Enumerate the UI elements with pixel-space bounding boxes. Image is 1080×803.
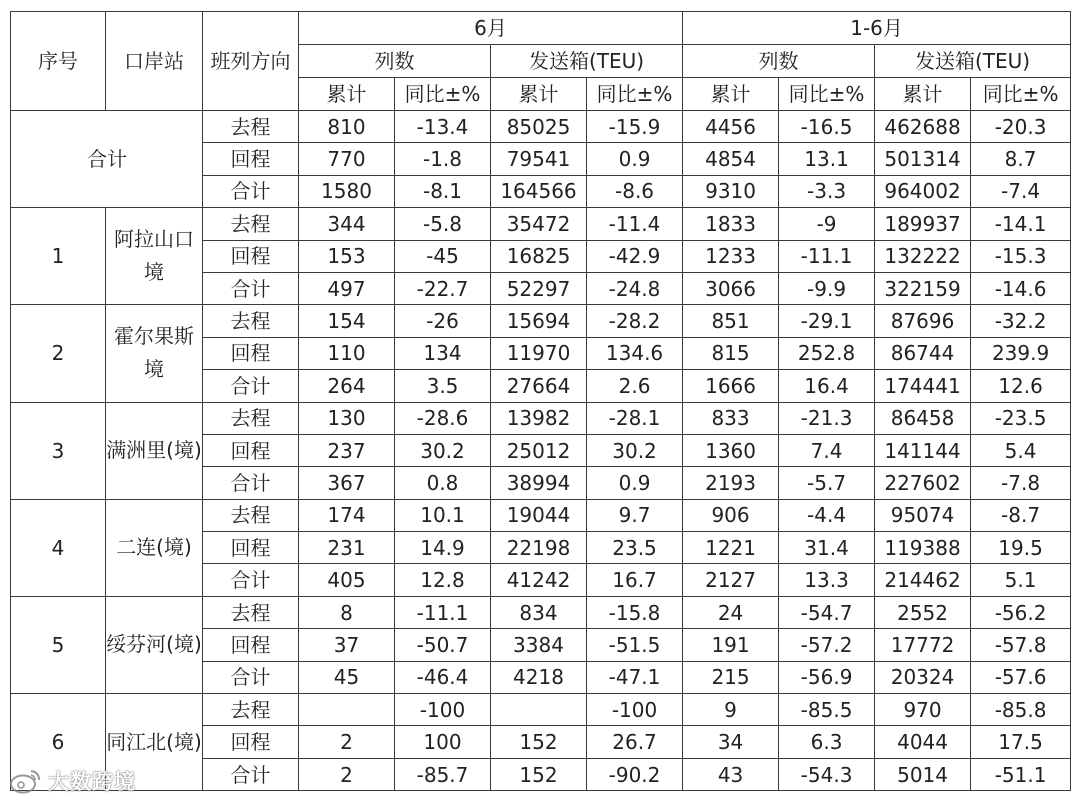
june-teu-yoy: -15.9 — [587, 111, 683, 143]
june-trains-yoy: -46.4 — [395, 661, 491, 693]
h1-trains-yoy: -54.7 — [779, 596, 875, 628]
h1-trains-yoy: -21.3 — [779, 402, 875, 434]
h1-trains-yoy: -11.1 — [779, 240, 875, 272]
june-teu-cum: 152 — [491, 758, 587, 790]
header-june-teu: 发送箱(TEU) — [491, 45, 683, 78]
june-teu-cum: 41242 — [491, 564, 587, 596]
h1-trains-cum: 215 — [683, 661, 779, 693]
port-train-statistics-table — [10, 11, 1071, 791]
h1-teu-cum: 501314 — [875, 143, 971, 175]
h1-teu-cum: 322159 — [875, 272, 971, 304]
h1-trains-cum: 9310 — [683, 175, 779, 207]
h1-teu-yoy: -8.7 — [971, 499, 1071, 531]
h1-trains-cum: 1221 — [683, 532, 779, 564]
header-h1-trains: 列数 — [683, 45, 875, 78]
h1-trains-cum: 24 — [683, 596, 779, 628]
direction-cell: 去程 — [203, 305, 299, 337]
h1-teu-yoy: -85.8 — [971, 694, 1071, 726]
row-seq-number: 6 — [11, 694, 106, 791]
h1-trains-yoy: -4.4 — [779, 499, 875, 531]
june-trains-cum: 264 — [299, 370, 395, 402]
june-teu-yoy: -24.8 — [587, 272, 683, 304]
h1-trains-yoy: -57.2 — [779, 629, 875, 661]
h1-teu-yoy: -51.1 — [971, 758, 1071, 790]
june-teu-cum: 19044 — [491, 499, 587, 531]
june-teu-yoy: -15.8 — [587, 596, 683, 628]
header-h1-trains-cum: 累计 — [683, 78, 779, 111]
header-june: 6月 — [299, 12, 683, 45]
h1-teu-yoy: 5.1 — [971, 564, 1071, 596]
june-trains-cum: 37 — [299, 629, 395, 661]
h1-trains-cum: 1666 — [683, 370, 779, 402]
direction-cell: 回程 — [203, 337, 299, 369]
h1-trains-yoy: 31.4 — [779, 532, 875, 564]
june-trains-cum: 1580 — [299, 175, 395, 207]
june-teu-yoy: -28.2 — [587, 305, 683, 337]
h1-trains-yoy: -3.3 — [779, 175, 875, 207]
june-trains-cum: 2 — [299, 758, 395, 790]
june-teu-yoy: 30.2 — [587, 434, 683, 466]
june-trains-yoy: -22.7 — [395, 272, 491, 304]
june-trains-cum: 237 — [299, 434, 395, 466]
june-trains-cum: 110 — [299, 337, 395, 369]
june-trains-yoy: -8.1 — [395, 175, 491, 207]
port-station-name: 绥芬河(境) — [106, 596, 203, 693]
june-teu-yoy: -47.1 — [587, 661, 683, 693]
h1-trains-cum: 2193 — [683, 467, 779, 499]
june-teu-cum — [491, 694, 587, 726]
june-teu-yoy: -51.5 — [587, 629, 683, 661]
header-h1-teu-yoy: 同比±% — [971, 78, 1071, 111]
h1-trains-yoy: 6.3 — [779, 726, 875, 758]
h1-trains-yoy: 13.1 — [779, 143, 875, 175]
june-teu-yoy: 9.7 — [587, 499, 683, 531]
h1-teu-yoy: -7.8 — [971, 467, 1071, 499]
h1-teu-yoy: -32.2 — [971, 305, 1071, 337]
june-trains-cum: 497 — [299, 272, 395, 304]
table-row — [11, 111, 1071, 143]
direction-cell: 回程 — [203, 434, 299, 466]
h1-trains-cum: 34 — [683, 726, 779, 758]
header-seq: 序号 — [11, 12, 106, 111]
h1-trains-cum: 1833 — [683, 208, 779, 240]
h1-teu-cum: 87696 — [875, 305, 971, 337]
h1-teu-cum: 2552 — [875, 596, 971, 628]
h1-teu-cum: 86744 — [875, 337, 971, 369]
header-june-trains-cum: 累计 — [299, 78, 395, 111]
table-row — [11, 402, 1071, 434]
h1-teu-yoy: -56.2 — [971, 596, 1071, 628]
june-trains-yoy: -50.7 — [395, 629, 491, 661]
direction-cell: 去程 — [203, 499, 299, 531]
h1-trains-cum: 2127 — [683, 564, 779, 596]
june-trains-yoy: 14.9 — [395, 532, 491, 564]
h1-trains-yoy: -29.1 — [779, 305, 875, 337]
h1-teu-yoy: -20.3 — [971, 111, 1071, 143]
june-trains-cum: 45 — [299, 661, 395, 693]
header-june-trains: 列数 — [299, 45, 491, 78]
h1-teu-yoy: -57.8 — [971, 629, 1071, 661]
direction-cell: 合计 — [203, 467, 299, 499]
h1-trains-cum: 815 — [683, 337, 779, 369]
h1-teu-yoy: 17.5 — [971, 726, 1071, 758]
june-teu-cum: 15694 — [491, 305, 587, 337]
port-station-name: 阿拉山口境 — [106, 208, 203, 305]
h1-trains-yoy: -85.5 — [779, 694, 875, 726]
june-trains-cum: 130 — [299, 402, 395, 434]
june-teu-yoy: -42.9 — [587, 240, 683, 272]
table-row — [11, 694, 1071, 726]
june-trains-cum: 153 — [299, 240, 395, 272]
port-station-name: 二连(境) — [106, 499, 203, 596]
june-teu-yoy: 2.6 — [587, 370, 683, 402]
h1-teu-cum: 189937 — [875, 208, 971, 240]
june-teu-cum: 79541 — [491, 143, 587, 175]
june-trains-cum: 174 — [299, 499, 395, 531]
june-trains-yoy: -13.4 — [395, 111, 491, 143]
june-trains-yoy: 100 — [395, 726, 491, 758]
june-trains-cum: 405 — [299, 564, 395, 596]
h1-teu-cum: 174441 — [875, 370, 971, 402]
direction-cell: 回程 — [203, 240, 299, 272]
june-teu-yoy: -100 — [587, 694, 683, 726]
h1-teu-yoy: -23.5 — [971, 402, 1071, 434]
table-row — [11, 499, 1071, 531]
header-h1-teu: 发送箱(TEU) — [875, 45, 1071, 78]
h1-teu-cum: 20324 — [875, 661, 971, 693]
h1-trains-cum: 833 — [683, 402, 779, 434]
june-trains-yoy: -11.1 — [395, 596, 491, 628]
header-h1-teu-cum: 累计 — [875, 78, 971, 111]
h1-trains-yoy: -5.7 — [779, 467, 875, 499]
june-teu-cum: 16825 — [491, 240, 587, 272]
june-teu-cum: 164566 — [491, 175, 587, 207]
june-teu-yoy: -11.4 — [587, 208, 683, 240]
h1-trains-yoy: 16.4 — [779, 370, 875, 402]
h1-teu-cum: 132222 — [875, 240, 971, 272]
june-trains-yoy: 30.2 — [395, 434, 491, 466]
h1-teu-cum: 17772 — [875, 629, 971, 661]
june-teu-yoy: 134.6 — [587, 337, 683, 369]
h1-teu-yoy: 5.4 — [971, 434, 1071, 466]
direction-cell: 去程 — [203, 596, 299, 628]
h1-trains-yoy: 13.3 — [779, 564, 875, 596]
direction-cell: 去程 — [203, 111, 299, 143]
direction-cell: 合计 — [203, 564, 299, 596]
june-teu-cum: 4218 — [491, 661, 587, 693]
direction-cell: 回程 — [203, 143, 299, 175]
row-seq-number: 2 — [11, 305, 106, 402]
h1-teu-cum: 119388 — [875, 532, 971, 564]
table-row — [11, 596, 1071, 628]
june-teu-cum: 13982 — [491, 402, 587, 434]
h1-teu-cum: 141144 — [875, 434, 971, 466]
table-row — [11, 305, 1071, 337]
h1-teu-yoy: 239.9 — [971, 337, 1071, 369]
row-seq-number: 5 — [11, 596, 106, 693]
june-teu-cum: 3384 — [491, 629, 587, 661]
june-teu-cum: 35472 — [491, 208, 587, 240]
june-trains-yoy: 12.8 — [395, 564, 491, 596]
june-teu-yoy: -8.6 — [587, 175, 683, 207]
june-teu-cum: 27664 — [491, 370, 587, 402]
watermark-text: 大数跨境 — [48, 770, 136, 794]
direction-cell: 回程 — [203, 726, 299, 758]
june-teu-cum: 152 — [491, 726, 587, 758]
june-trains-cum: 810 — [299, 111, 395, 143]
h1-teu-yoy: -15.3 — [971, 240, 1071, 272]
h1-trains-cum: 4854 — [683, 143, 779, 175]
june-trains-yoy: 3.5 — [395, 370, 491, 402]
h1-teu-cum: 964002 — [875, 175, 971, 207]
h1-teu-cum: 227602 — [875, 467, 971, 499]
june-teu-cum: 834 — [491, 596, 587, 628]
h1-trains-cum: 43 — [683, 758, 779, 790]
direction-cell: 合计 — [203, 272, 299, 304]
h1-trains-cum: 906 — [683, 499, 779, 531]
h1-teu-yoy: -7.4 — [971, 175, 1071, 207]
june-teu-cum: 85025 — [491, 111, 587, 143]
june-trains-yoy: -100 — [395, 694, 491, 726]
row-seq-number: 1 — [11, 208, 106, 305]
direction-cell: 去程 — [203, 402, 299, 434]
june-trains-yoy: 134 — [395, 337, 491, 369]
h1-trains-cum: 3066 — [683, 272, 779, 304]
h1-trains-yoy: -56.9 — [779, 661, 875, 693]
h1-trains-cum: 1360 — [683, 434, 779, 466]
direction-cell: 合计 — [203, 175, 299, 207]
h1-trains-cum: 191 — [683, 629, 779, 661]
header-june-trains-yoy: 同比±% — [395, 78, 491, 111]
june-trains-yoy: 10.1 — [395, 499, 491, 531]
h1-trains-cum: 1233 — [683, 240, 779, 272]
row-seq-number: 3 — [11, 402, 106, 499]
h1-trains-yoy: 252.8 — [779, 337, 875, 369]
h1-teu-cum: 462688 — [875, 111, 971, 143]
h1-teu-cum: 86458 — [875, 402, 971, 434]
total-group-label: 合计 — [11, 111, 203, 208]
header-station: 口岸站 — [106, 12, 203, 111]
june-teu-yoy: -28.1 — [587, 402, 683, 434]
june-trains-cum: 154 — [299, 305, 395, 337]
june-teu-cum: 38994 — [491, 467, 587, 499]
port-station-name: 霍尔果斯境 — [106, 305, 203, 402]
h1-teu-yoy: -57.6 — [971, 661, 1071, 693]
june-trains-cum: 231 — [299, 532, 395, 564]
direction-cell: 回程 — [203, 629, 299, 661]
june-teu-yoy: 0.9 — [587, 467, 683, 499]
direction-cell: 合计 — [203, 661, 299, 693]
june-trains-cum: 367 — [299, 467, 395, 499]
row-seq-number: 4 — [11, 499, 106, 596]
june-trains-yoy: -45 — [395, 240, 491, 272]
h1-trains-cum: 4456 — [683, 111, 779, 143]
h1-trains-yoy: -16.5 — [779, 111, 875, 143]
h1-teu-yoy: -14.6 — [971, 272, 1071, 304]
june-teu-cum: 52297 — [491, 272, 587, 304]
h1-teu-cum: 5014 — [875, 758, 971, 790]
h1-teu-cum: 4044 — [875, 726, 971, 758]
june-teu-yoy: -90.2 — [587, 758, 683, 790]
h1-trains-cum: 851 — [683, 305, 779, 337]
header-june-teu-cum: 累计 — [491, 78, 587, 111]
june-trains-cum: 2 — [299, 726, 395, 758]
june-trains-cum: 770 — [299, 143, 395, 175]
table-row — [11, 208, 1071, 240]
june-trains-cum — [299, 694, 395, 726]
june-trains-yoy: -28.6 — [395, 402, 491, 434]
june-trains-cum: 8 — [299, 596, 395, 628]
june-teu-yoy: 23.5 — [587, 532, 683, 564]
h1-teu-cum: 214462 — [875, 564, 971, 596]
june-teu-cum: 25012 — [491, 434, 587, 466]
june-trains-yoy: -85.7 — [395, 758, 491, 790]
port-station-name: 满洲里(境) — [106, 402, 203, 499]
h1-teu-yoy: -14.1 — [971, 208, 1071, 240]
h1-teu-cum: 970 — [875, 694, 971, 726]
h1-trains-yoy: -54.3 — [779, 758, 875, 790]
june-teu-yoy: 0.9 — [587, 143, 683, 175]
header-h1-trains-yoy: 同比±% — [779, 78, 875, 111]
june-teu-cum: 22198 — [491, 532, 587, 564]
direction-cell: 去程 — [203, 208, 299, 240]
h1-trains-yoy: -9.9 — [779, 272, 875, 304]
h1-teu-yoy: 8.7 — [971, 143, 1071, 175]
h1-trains-yoy: -9 — [779, 208, 875, 240]
header-june-teu-yoy: 同比±% — [587, 78, 683, 111]
h1-trains-cum: 9 — [683, 694, 779, 726]
header-jan-jun: 1-6月 — [683, 12, 1071, 45]
june-trains-yoy: -26 — [395, 305, 491, 337]
direction-cell: 去程 — [203, 694, 299, 726]
june-teu-cum: 11970 — [491, 337, 587, 369]
h1-teu-cum: 95074 — [875, 499, 971, 531]
june-teu-yoy: 16.7 — [587, 564, 683, 596]
h1-trains-yoy: 7.4 — [779, 434, 875, 466]
june-trains-yoy: -5.8 — [395, 208, 491, 240]
direction-cell: 回程 — [203, 532, 299, 564]
june-teu-yoy: 26.7 — [587, 726, 683, 758]
header-direction: 班列方向 — [203, 12, 299, 111]
table-body — [11, 111, 1071, 791]
june-trains-yoy: -1.8 — [395, 143, 491, 175]
june-trains-yoy: 0.8 — [395, 467, 491, 499]
june-trains-cum: 344 — [299, 208, 395, 240]
direction-cell: 合计 — [203, 758, 299, 790]
direction-cell: 合计 — [203, 370, 299, 402]
h1-teu-yoy: 12.6 — [971, 370, 1071, 402]
h1-teu-yoy: 19.5 — [971, 532, 1071, 564]
port-station-name: 同江北(境) — [106, 694, 203, 791]
